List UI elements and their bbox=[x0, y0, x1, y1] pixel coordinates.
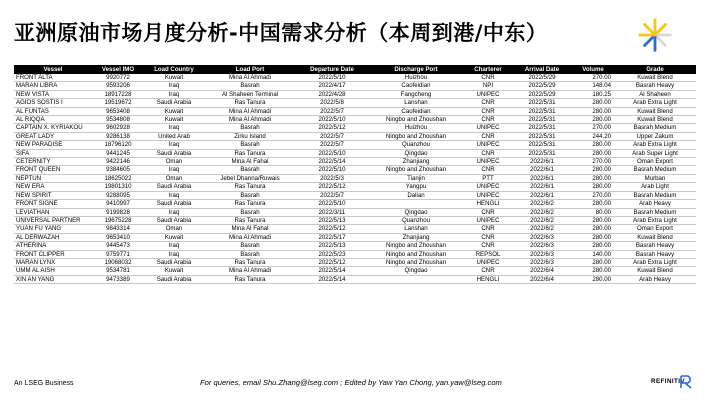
table-cell: Lanshan bbox=[368, 225, 464, 233]
table-cell: 2022/5/31 bbox=[512, 107, 572, 115]
brand-wordmark: REFINITIV bbox=[651, 378, 686, 385]
table-cell: YUAN FU YANG bbox=[14, 225, 92, 233]
table-cell: Mina Al Ahmadi bbox=[204, 233, 296, 241]
table-cell: Basrah bbox=[204, 141, 296, 149]
table-cell: 270.00 bbox=[572, 158, 614, 166]
table-cell: 2022/6/2 bbox=[512, 225, 572, 233]
table-cell: Iraq bbox=[144, 166, 204, 174]
table-cell: 2022/6/2 bbox=[512, 208, 572, 216]
table-cell: 280.00 bbox=[572, 200, 614, 208]
table-cell: Caofeidian bbox=[368, 82, 464, 90]
table-cell: Oman Export bbox=[614, 158, 696, 166]
table-cell: Saudi Arabia bbox=[144, 149, 204, 157]
table-cell: 2022/5/13 bbox=[296, 242, 368, 250]
table-cell: AGIOS SOSTIS I bbox=[14, 99, 92, 107]
table-cell: Qingdao bbox=[368, 267, 464, 275]
table-cell: Kuwait bbox=[144, 267, 204, 275]
table-cell: Qingdao bbox=[368, 149, 464, 157]
table-cell: Ras Tanura bbox=[204, 99, 296, 107]
table-cell: Kuwait Blend bbox=[614, 233, 696, 241]
table-cell: 2022/5/14 bbox=[296, 267, 368, 275]
table-cell: UNIPEC bbox=[464, 216, 512, 224]
table-cell: Arab Extra Light bbox=[614, 99, 696, 107]
table-cell: 18917228 bbox=[92, 90, 144, 98]
table-cell: CNR bbox=[464, 267, 512, 275]
table-cell: 2022/5/31 bbox=[512, 116, 572, 124]
table-cell: 2022/5/12 bbox=[296, 183, 368, 191]
table-cell: FRONT SIGNE bbox=[14, 200, 92, 208]
table-row bbox=[14, 258, 696, 266]
table-cell: UNIPEC bbox=[464, 183, 512, 191]
column-header: Load Port bbox=[204, 65, 296, 74]
table-cell: 280.00 bbox=[572, 267, 614, 275]
table-cell: FRONT QUEEN bbox=[14, 166, 92, 174]
table-cell: Ningbo and Zhoushan bbox=[368, 116, 464, 124]
table-cell: 2022/5/12 bbox=[296, 225, 368, 233]
table-cell bbox=[368, 275, 464, 283]
table-cell: Al Shaheen bbox=[614, 90, 696, 98]
table-cell: 2022/5/31 bbox=[512, 132, 572, 140]
table-cell: 18625022 bbox=[92, 174, 144, 182]
table-cell: Iraq bbox=[144, 242, 204, 250]
table-cell: Ningbo and Zhoushan bbox=[368, 242, 464, 250]
table-cell: 2022/5/10 bbox=[296, 74, 368, 82]
table-cell: MARAN LYNX bbox=[14, 258, 92, 266]
table-cell: Kuwait bbox=[144, 233, 204, 241]
table-row bbox=[14, 124, 696, 132]
table-cell: UMM AL AISH bbox=[14, 267, 92, 275]
table-cell: Basrah bbox=[204, 250, 296, 258]
column-header: Discharge Port bbox=[368, 65, 464, 74]
table-cell: 19519672 bbox=[92, 99, 144, 107]
table-cell: AL DERWAZAH bbox=[14, 233, 92, 241]
table-cell: 2022/5/31 bbox=[512, 141, 572, 149]
table-cell: 280.00 bbox=[572, 141, 614, 149]
table-cell: 80.00 bbox=[572, 208, 614, 216]
table-cell: Ningbo and Zhoushan bbox=[368, 250, 464, 258]
table-cell: Mina Al Ahmadi bbox=[204, 107, 296, 115]
table-cell: Iraq bbox=[144, 124, 204, 132]
table-cell: Ningbo and Zhoushan bbox=[368, 258, 464, 266]
table-cell: 9602928 bbox=[92, 124, 144, 132]
table-cell: PTT bbox=[464, 174, 512, 182]
table-cell: Basrah bbox=[204, 191, 296, 199]
refinitiv-r-mark-icon bbox=[680, 375, 692, 389]
table-cell: 9843314 bbox=[92, 225, 144, 233]
table-cell: 9593206 bbox=[92, 82, 144, 90]
table-cell: 2022/5/31 bbox=[512, 124, 572, 132]
table-cell: 9384605 bbox=[92, 166, 144, 174]
table-cell: Basrah Medium bbox=[614, 124, 696, 132]
table-cell: Mina Al Ahmadi bbox=[204, 116, 296, 124]
table-cell: 280.00 bbox=[572, 107, 614, 115]
column-header: Vessel IMO bbox=[92, 65, 144, 74]
table-cell: FRONT CLIPPER bbox=[14, 250, 92, 258]
table-cell: 2022/4/17 bbox=[296, 82, 368, 90]
table-cell: 280.00 bbox=[572, 275, 614, 283]
table-cell: 2022/6/2 bbox=[512, 200, 572, 208]
table-row bbox=[14, 90, 696, 98]
table-cell: Saudi Arabia bbox=[144, 183, 204, 191]
table-cell: 9653408 bbox=[92, 107, 144, 115]
column-header: Vessel bbox=[14, 65, 92, 74]
table-cell: 244.20 bbox=[572, 132, 614, 140]
table-cell: CNR bbox=[464, 74, 512, 82]
table-cell: Ras Tanura bbox=[204, 275, 296, 283]
table-cell: Oman bbox=[144, 174, 204, 182]
table-cell: Kuwait bbox=[144, 74, 204, 82]
table-cell: 2022/6/3 bbox=[512, 250, 572, 258]
table-cell: Saudi Arabia bbox=[144, 275, 204, 283]
table-cell bbox=[368, 200, 464, 208]
table-cell: 280.00 bbox=[572, 174, 614, 182]
table-cell: Al Shaheen Terminal bbox=[204, 90, 296, 98]
column-header: Load Country bbox=[144, 65, 204, 74]
table-cell: 18796120 bbox=[92, 141, 144, 149]
table-cell: CNR bbox=[464, 107, 512, 115]
table-cell: 2022/5/10 bbox=[296, 166, 368, 174]
table-cell: 9534781 bbox=[92, 267, 144, 275]
table-cell: Zhanjiang bbox=[368, 158, 464, 166]
table-cell: Basrah bbox=[204, 166, 296, 174]
table-cell: 9759771 bbox=[92, 250, 144, 258]
table-cell: 2022/5/3 bbox=[296, 174, 368, 182]
table-cell: GREAT LADY bbox=[14, 132, 92, 140]
table-cell: 2022/5/12 bbox=[296, 124, 368, 132]
footer-contact-note: For queries, email Shu.Zhang@lseg.com ; Edited by Yaw Yan Chong, yan.yaw@lseg.com bbox=[200, 378, 502, 387]
table-body bbox=[14, 74, 696, 284]
table-row bbox=[14, 225, 696, 233]
table-cell: Basrah bbox=[204, 242, 296, 250]
table-cell: 2022/6/1 bbox=[512, 166, 572, 174]
table-row bbox=[14, 107, 696, 115]
table-cell: Arab Super Light bbox=[614, 149, 696, 157]
table-cell: 9473389 bbox=[92, 275, 144, 283]
table-cell: Kuwait bbox=[144, 116, 204, 124]
table-cell: 9288095 bbox=[92, 191, 144, 199]
table-cell: 2022/5/14 bbox=[296, 275, 368, 283]
table-cell: 2022/6/3 bbox=[512, 233, 572, 241]
table-cell: 2022/5/10 bbox=[296, 200, 368, 208]
table-cell: Oman Export bbox=[614, 225, 696, 233]
table-cell: 280.00 bbox=[572, 258, 614, 266]
table-cell: Iraq bbox=[144, 141, 204, 149]
table-cell: Dalian bbox=[368, 191, 464, 199]
table-row bbox=[14, 250, 696, 258]
table-cell: 2022/5/31 bbox=[512, 99, 572, 107]
table-cell: Quanzhou bbox=[368, 216, 464, 224]
table-cell: 2022/5/8 bbox=[296, 99, 368, 107]
vessel-table-container bbox=[14, 65, 696, 284]
table-cell: Quanzhou bbox=[368, 141, 464, 149]
table-cell: 2022/6/1 bbox=[512, 158, 572, 166]
table-row bbox=[14, 74, 696, 82]
table-cell: 9920772 bbox=[92, 74, 144, 82]
table-cell: Ningbo and Zhoushan bbox=[368, 166, 464, 174]
table-cell: Basrah bbox=[204, 82, 296, 90]
table-cell: Oman bbox=[144, 158, 204, 166]
table-cell: 270.00 bbox=[572, 124, 614, 132]
table-cell: UNIPEC bbox=[464, 158, 512, 166]
column-header: Departure Date bbox=[296, 65, 368, 74]
table-row bbox=[14, 82, 696, 90]
table-row bbox=[14, 158, 696, 166]
table-cell: Iraq bbox=[144, 90, 204, 98]
table-cell: 2022/3/11 bbox=[296, 208, 368, 216]
table-row bbox=[14, 242, 696, 250]
table-cell: 2022/5/31 bbox=[512, 149, 572, 157]
table-row bbox=[14, 216, 696, 224]
table-cell: 9199828 bbox=[92, 208, 144, 216]
table-cell: 280.00 bbox=[572, 183, 614, 191]
table-cell: Ras Tanura bbox=[204, 216, 296, 224]
table-cell: Saudi Arabia bbox=[144, 200, 204, 208]
table-cell: 2022/5/13 bbox=[296, 216, 368, 224]
table-cell: 2022/5/17 bbox=[296, 233, 368, 241]
table-cell: 19675228 bbox=[92, 216, 144, 224]
table-cell: 2022/5/29 bbox=[512, 90, 572, 98]
table-cell: Arab Light bbox=[614, 183, 696, 191]
table-cell: 9653410 bbox=[92, 233, 144, 241]
table-cell: 9445473 bbox=[92, 242, 144, 250]
table-cell: 9441245 bbox=[92, 149, 144, 157]
table-cell: 2022/5/12 bbox=[296, 258, 368, 266]
table-row bbox=[14, 149, 696, 157]
table-cell: Ras Tanura bbox=[204, 200, 296, 208]
table-header-row bbox=[14, 65, 696, 74]
column-header: Arrival Date bbox=[512, 65, 572, 74]
table-cell: 2022/6/3 bbox=[512, 258, 572, 266]
table-cell: Mina Al Fahal bbox=[204, 158, 296, 166]
table-cell: Basrah Medium bbox=[614, 208, 696, 216]
table-cell: Iraq bbox=[144, 191, 204, 199]
table-row bbox=[14, 275, 696, 283]
table-cell: Iraq bbox=[144, 250, 204, 258]
table-cell: 270.00 bbox=[572, 74, 614, 82]
table-row bbox=[14, 174, 696, 182]
table-cell: 2022/6/4 bbox=[512, 267, 572, 275]
table-cell: SIFA bbox=[14, 149, 92, 157]
table-cell: Yangpu bbox=[368, 183, 464, 191]
table-cell: NEW VISTA bbox=[14, 90, 92, 98]
table-cell: 19801310 bbox=[92, 183, 144, 191]
table-cell: 2022/5/29 bbox=[512, 74, 572, 82]
table-cell: CNR bbox=[464, 99, 512, 107]
table-cell: 2022/5/14 bbox=[296, 158, 368, 166]
table-cell: Arab Extra Light bbox=[614, 141, 696, 149]
table-cell: Murban bbox=[614, 174, 696, 182]
table-row bbox=[14, 233, 696, 241]
table-cell: NEW ERA bbox=[14, 183, 92, 191]
table-cell: United Arab bbox=[144, 132, 204, 140]
table-cell: UNIPEC bbox=[464, 191, 512, 199]
table-cell: CNR bbox=[464, 208, 512, 216]
table-cell: HENGLI bbox=[464, 275, 512, 283]
table-cell: 270.00 bbox=[572, 191, 614, 199]
table-cell: Mina Al Fahal bbox=[204, 225, 296, 233]
table-cell: CNR bbox=[464, 132, 512, 140]
table-row bbox=[14, 116, 696, 124]
table-cell: UNIPEC bbox=[464, 258, 512, 266]
table-cell: Arab Extra Light bbox=[614, 216, 696, 224]
table-cell: CNR bbox=[464, 233, 512, 241]
table-cell: Ras Tanura bbox=[204, 183, 296, 191]
table-cell: Basrah bbox=[204, 208, 296, 216]
table-cell: Iraq bbox=[144, 208, 204, 216]
table-cell: Saudi Arabia bbox=[144, 216, 204, 224]
table-cell: 9410997 bbox=[92, 200, 144, 208]
footer-business-label: An LSEG Business bbox=[14, 380, 74, 387]
table-cell: 2022/5/7 bbox=[296, 107, 368, 115]
table-cell: XIN AN YANG bbox=[14, 275, 92, 283]
table-cell: 180.25 bbox=[572, 90, 614, 98]
table-cell: Qingdao bbox=[368, 208, 464, 216]
table-cell: 280.00 bbox=[572, 166, 614, 174]
table-cell: NEW SPIRIT bbox=[14, 191, 92, 199]
table-cell: Zhanjiang bbox=[368, 233, 464, 241]
table-cell: 148.04 bbox=[572, 82, 614, 90]
table-cell: 2022/5/23 bbox=[296, 250, 368, 258]
table-cell: 9286138 bbox=[92, 132, 144, 140]
table-cell: Caofeidian bbox=[368, 107, 464, 115]
table-cell: Ningbo and Zhoushan bbox=[368, 132, 464, 140]
table-cell: 280.00 bbox=[572, 225, 614, 233]
table-cell: 2022/5/7 bbox=[296, 191, 368, 199]
table-cell: Saudi Arabia bbox=[144, 258, 204, 266]
table-cell: 2022/6/2 bbox=[512, 216, 572, 224]
table-cell: Basrah Heavy bbox=[614, 82, 696, 90]
table-cell: UNIVERSAL PARTNER bbox=[14, 216, 92, 224]
vessel-arrivals-table bbox=[14, 65, 696, 284]
table-cell: Basrah bbox=[204, 124, 296, 132]
table-cell: UNIPEC bbox=[464, 124, 512, 132]
table-cell: NPI bbox=[464, 82, 512, 90]
column-header: Volume bbox=[572, 65, 614, 74]
table-cell: Oman bbox=[144, 225, 204, 233]
table-cell: 2022/5/10 bbox=[296, 149, 368, 157]
table-row bbox=[14, 183, 696, 191]
table-cell: CAPTAIN X. KYRIAKOU bbox=[14, 124, 92, 132]
table-cell: MARAN LIBRA bbox=[14, 82, 92, 90]
table-cell: 2022/6/1 bbox=[512, 183, 572, 191]
table-cell: AL RIQQA bbox=[14, 116, 92, 124]
table-cell: Kuwait bbox=[144, 107, 204, 115]
table-cell: Basrah Heavy bbox=[614, 250, 696, 258]
table-cell: Huizhou bbox=[368, 74, 464, 82]
table-cell: Tianjin bbox=[368, 174, 464, 182]
page-title: 亚洲原油市场月度分析-中国需求分析（本周到港/中东） bbox=[14, 21, 548, 45]
table-cell: Zirku Island bbox=[204, 132, 296, 140]
table-cell: Basrah Medium bbox=[614, 191, 696, 199]
table-cell: UNIPEC bbox=[464, 141, 512, 149]
table-cell: 2022/5/7 bbox=[296, 141, 368, 149]
table-cell: 2022/6/1 bbox=[512, 191, 572, 199]
table-cell: CNR bbox=[464, 166, 512, 174]
table-cell: Huizhou bbox=[368, 124, 464, 132]
table-cell: NEW PARADISE bbox=[14, 141, 92, 149]
table-row bbox=[14, 191, 696, 199]
table-row bbox=[14, 141, 696, 149]
table-row bbox=[14, 132, 696, 140]
table-cell: Basrah Heavy bbox=[614, 242, 696, 250]
table-cell: Kuwait Blend bbox=[614, 107, 696, 115]
table-cell: Mina Al Ahmadi bbox=[204, 74, 296, 82]
table-row bbox=[14, 166, 696, 174]
table-cell: REPSOL bbox=[464, 250, 512, 258]
table-cell: Kuwait Blend bbox=[614, 74, 696, 82]
table-cell: Jebel Dhanna/Ruwais bbox=[204, 174, 296, 182]
table-cell: Arab Extra Light bbox=[614, 258, 696, 266]
table-cell: Lanshan bbox=[368, 99, 464, 107]
table-cell: Ras Tanura bbox=[204, 258, 296, 266]
table-cell: Upper Zakum bbox=[614, 132, 696, 140]
table-row bbox=[14, 99, 696, 107]
table-cell: ATHERINA bbox=[14, 242, 92, 250]
table-cell: 280.00 bbox=[572, 233, 614, 241]
table-cell: CETERNITY bbox=[14, 158, 92, 166]
table-cell: 280.00 bbox=[572, 216, 614, 224]
table-cell: 9422146 bbox=[92, 158, 144, 166]
table-cell: CNR bbox=[464, 116, 512, 124]
table-cell: FRONT ALTA bbox=[14, 74, 92, 82]
table-cell: 280.00 bbox=[572, 149, 614, 157]
column-header: Charterer bbox=[464, 65, 512, 74]
table-cell: 19068032 bbox=[92, 258, 144, 266]
refinitiv-logo-icon bbox=[636, 16, 674, 54]
table-cell: 9534808 bbox=[92, 116, 144, 124]
table-cell: Fangcheng bbox=[368, 90, 464, 98]
table-cell: Arab Heavy bbox=[614, 200, 696, 208]
table-cell: Kuwait Blend bbox=[614, 116, 696, 124]
table-cell: 2022/5/10 bbox=[296, 116, 368, 124]
table-cell: CNR bbox=[464, 242, 512, 250]
column-header: Grade bbox=[614, 65, 696, 74]
table-cell: 2022/5/7 bbox=[296, 132, 368, 140]
table-cell: Kuwait Blend bbox=[614, 267, 696, 275]
table-cell: AL FUNTAS bbox=[14, 107, 92, 115]
table-cell: Saudi Arabia bbox=[144, 99, 204, 107]
table-cell: CNR bbox=[464, 225, 512, 233]
table-cell: 2022/4/28 bbox=[296, 90, 368, 98]
table-cell: 280.00 bbox=[572, 116, 614, 124]
table-cell: 2022/5/29 bbox=[512, 82, 572, 90]
table-cell: 2022/6/1 bbox=[512, 174, 572, 182]
table-row bbox=[14, 267, 696, 275]
table-cell: Basrah Medium bbox=[614, 166, 696, 174]
table-cell: Ras Tanura bbox=[204, 149, 296, 157]
table-row bbox=[14, 208, 696, 216]
table-cell: Mina Al Ahmadi bbox=[204, 267, 296, 275]
table-cell: HENGLI bbox=[464, 200, 512, 208]
table-cell: LEVIATHAN bbox=[14, 208, 92, 216]
table-cell: UNIPEC bbox=[464, 90, 512, 98]
table-cell: Arab Heavy bbox=[614, 275, 696, 283]
table-cell: 2022/6/4 bbox=[512, 275, 572, 283]
table-cell: 2022/6/3 bbox=[512, 242, 572, 250]
table-row bbox=[14, 200, 696, 208]
table-cell: CNR bbox=[464, 149, 512, 157]
table-cell: 280.00 bbox=[572, 99, 614, 107]
table-cell: 140.00 bbox=[572, 250, 614, 258]
table-cell: Iraq bbox=[144, 82, 204, 90]
table-cell: 280.00 bbox=[572, 242, 614, 250]
table-cell: NEPTUN bbox=[14, 174, 92, 182]
